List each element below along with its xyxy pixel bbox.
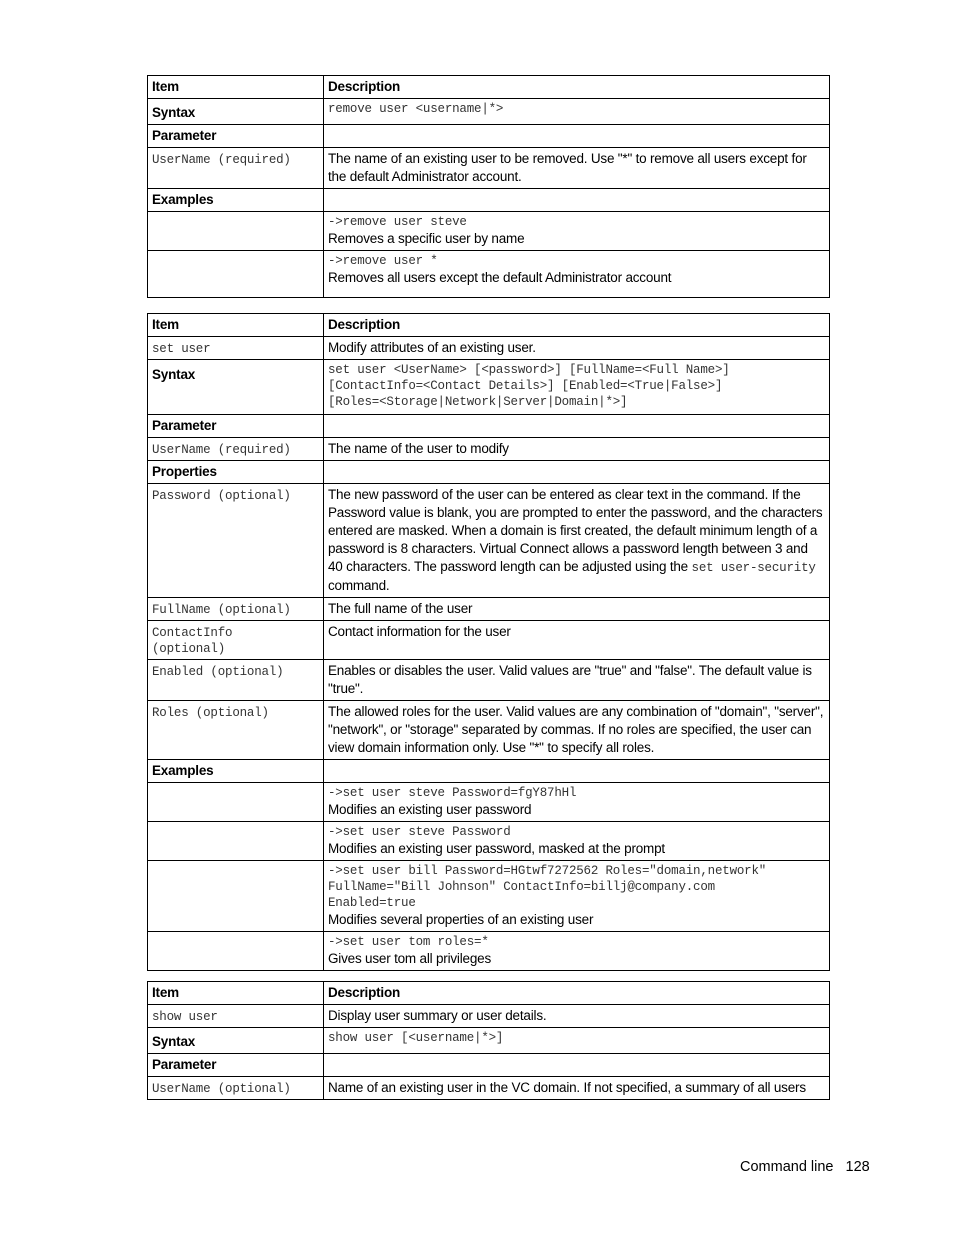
example-text: Removes all users except the default Administrator account xyxy=(328,270,672,285)
property-name: ContactInfo (optional) xyxy=(152,626,233,656)
parameter-row xyxy=(148,148,830,189)
example-row xyxy=(148,212,830,251)
property-name: Enabled (optional) xyxy=(152,665,284,679)
command-desc: Modify attributes of an existing user. xyxy=(324,337,830,360)
example-code: ->set user steve Password=fgY87hHl xyxy=(328,786,577,800)
example-text: Gives user tom all privileges xyxy=(328,951,492,966)
param-desc: The name of the user to modify xyxy=(324,438,830,461)
property-desc: Enables or disables the user. Valid values are "true" and "false". The default value is "true". xyxy=(324,660,830,701)
parameter-row xyxy=(148,1077,830,1100)
table-header-row xyxy=(148,76,830,99)
header-description: Description xyxy=(324,982,830,1005)
table-header-row xyxy=(148,314,830,337)
property-desc: The new password of the user can be entered as clear text in the command. If the Password value is blank, you are prompted to enter the password, and the characters entered are masked. When a domain is first created, the default minimum length of a password is 8 characters. Virtual Connect allows a password length between 3 and 40 characters. The password length can be adjusted using the xyxy=(328,487,823,574)
command-name: set user xyxy=(152,342,211,356)
properties-header-row xyxy=(148,461,830,484)
param-name: UserName (required) xyxy=(152,443,291,457)
syntax-code: set user <UserName> [<password>] [FullName=<Full Name>] [ContactInfo=<Contact Details>] [Enabled=<True|False>] [Roles=<Storage|Network|Server|Domain|*>] xyxy=(328,363,730,409)
command-desc: Display user summary or user details. xyxy=(324,1005,830,1028)
remove-user-table xyxy=(147,75,830,298)
header-description: Description xyxy=(324,314,830,337)
syntax-row xyxy=(148,360,830,415)
example-code: ->set user steve Password xyxy=(328,825,511,839)
parameter-header-row xyxy=(148,1054,830,1077)
parameter-header-row xyxy=(148,125,830,148)
examples-label: Examples xyxy=(148,189,324,212)
example-code: ->remove user * xyxy=(328,254,438,268)
example-code: ->remove user steve xyxy=(328,215,467,229)
example-row xyxy=(148,783,830,822)
syntax-label: Syntax xyxy=(148,99,324,125)
parameter-header-row xyxy=(148,415,830,438)
example-code: ->set user bill Password=HGtwf7272562 Roles="domain,network" FullName="Bill Johnson" ContactInfo=billj@company.com Enabled=true xyxy=(328,864,767,910)
examples-header-row xyxy=(148,189,830,212)
property-row xyxy=(148,660,830,701)
property-name: Password (optional) xyxy=(152,489,291,503)
parameter-label: Parameter xyxy=(148,415,324,438)
table-header-row xyxy=(148,982,830,1005)
example-row xyxy=(148,822,830,861)
property-row xyxy=(148,484,830,598)
page-footer xyxy=(740,1159,870,1175)
property-name: Roles (optional) xyxy=(152,706,269,720)
property-desc-code: set user-security xyxy=(691,561,816,575)
header-item: Item xyxy=(148,76,324,99)
syntax-row xyxy=(148,99,830,125)
property-desc: Contact information for the user xyxy=(324,621,830,660)
command-row xyxy=(148,1005,830,1028)
param-name: UserName (required) xyxy=(152,153,291,167)
page-number: 128 xyxy=(845,1159,870,1175)
syntax-code: remove user <username|*> xyxy=(328,102,504,116)
property-row xyxy=(148,701,830,760)
param-name: UserName (optional) xyxy=(152,1082,291,1096)
example-code: ->set user tom roles=* xyxy=(328,935,489,949)
command-row xyxy=(148,337,830,360)
footer-section: Command line xyxy=(740,1159,834,1175)
example-row xyxy=(148,932,830,971)
syntax-row xyxy=(148,1028,830,1054)
parameter-row xyxy=(148,438,830,461)
examples-header-row xyxy=(148,760,830,783)
show-user-table xyxy=(147,981,830,1100)
property-desc: The full name of the user xyxy=(324,598,830,621)
parameter-label: Parameter xyxy=(148,1054,324,1077)
example-text: Removes a specific user by name xyxy=(328,231,525,246)
property-desc-end: command. xyxy=(328,578,390,593)
example-text: Modifies an existing user password, masked at the prompt xyxy=(328,841,665,856)
param-desc: Name of an existing user in the VC domain. If not specified, a summary of all users xyxy=(324,1077,830,1100)
example-row xyxy=(148,861,830,932)
example-text: Modifies several properties of an existing user xyxy=(328,912,594,927)
syntax-code: show user [<username|*>] xyxy=(328,1031,504,1045)
syntax-label: Syntax xyxy=(148,360,324,415)
header-item: Item xyxy=(148,982,324,1005)
property-row xyxy=(148,621,830,660)
example-row xyxy=(148,251,830,298)
property-row xyxy=(148,598,830,621)
header-description: Description xyxy=(324,76,830,99)
command-name: show user xyxy=(152,1010,218,1024)
property-desc: The allowed roles for the user. Valid values are any combination of "domain", "server", "network", or "storage" separated by commas. If no roles are specified, the user can view domain information only. Use "*" to specify all roles. xyxy=(324,701,830,760)
parameter-label: Parameter xyxy=(148,125,324,148)
syntax-label: Syntax xyxy=(148,1028,324,1054)
property-name: FullName (optional) xyxy=(152,603,291,617)
properties-label: Properties xyxy=(148,461,324,484)
set-user-table xyxy=(147,313,830,971)
header-item: Item xyxy=(148,314,324,337)
examples-label: Examples xyxy=(148,760,324,783)
example-text: Modifies an existing user password xyxy=(328,802,532,817)
param-desc: The name of an existing user to be removed. Use "*" to remove all users except for the default Administrator account. xyxy=(324,148,830,189)
